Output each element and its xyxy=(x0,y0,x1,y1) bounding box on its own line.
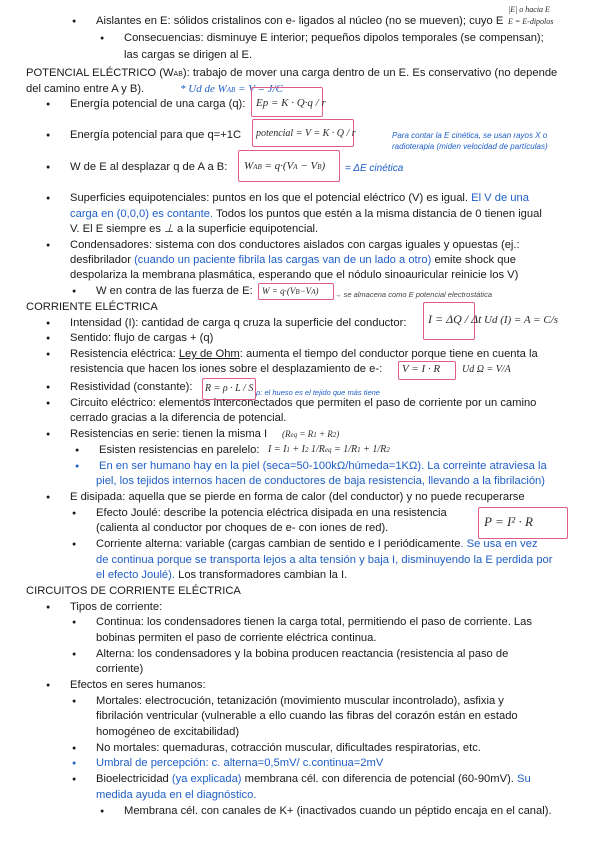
alterna-line-1: ● Alterna: los condensadores y la bobina producen reactancia (resistencia al paso de xyxy=(96,647,508,663)
energia-potencial-line: ● Energía potencial de una carga (q): xyxy=(70,97,245,113)
efectos-line: ● Efectos en seres humanos: xyxy=(70,678,206,694)
resistencia-line-1: ● Resistencia eléctrica: Ley de Ohm: aumenta el tiempo del conductor porque tiene en cuenta la xyxy=(70,347,538,363)
resistencias-serie-line: ● Resistencias en serie: tienen la misma I xyxy=(70,427,267,443)
tipos-corriente-line: ● Tipos de corriente: xyxy=(70,600,162,616)
resistencias-paralelo-line: ● Esisten resistencias en parelelo: xyxy=(99,443,259,459)
handwritten-note-almacena: → se almacena como E potencial electrostática xyxy=(334,290,492,299)
condensadores-line-3: despolariza la membrana plasmática, esperando que el nódulo sinoauricular reinicie los V) xyxy=(70,269,519,281)
condensadores-line-1: ● Condensadores: sistema con dos conductores aislados con cargas iguales y opuestas (ej.: xyxy=(70,238,520,254)
bioelectricidad-line-2: medida ayuda en el diagnóstico. xyxy=(96,789,257,801)
w-desplazar-line: ● W de E al desplazar q de A a B: xyxy=(70,160,227,176)
alterna-line-2: corriente) xyxy=(96,663,144,675)
resistividad-line: ● Resistividad (constante): xyxy=(70,380,193,396)
bioelectricidad-line-1: ● Bioelectricidad (ya explicada) membrana cél. con diferencia de potencial (60-90mV). Su xyxy=(96,772,531,788)
handwritten-units-ohm: Ud Ω = V/A xyxy=(462,364,511,375)
handwritten-formula-joule: P = I² · R xyxy=(484,514,533,529)
handwritten-formula-intensidad: I = ΔQ / Δt xyxy=(428,312,482,326)
handwritten-formula-w-contra: W = q·(VB−VA) xyxy=(262,286,319,296)
circuitos-heading: CIRCUITOS DE CORRIENTE ELÉCTRICA xyxy=(26,585,241,597)
handwritten-formula-w: WAB = q·(VA − VB) xyxy=(244,160,326,172)
equipotenciales-line-1: ● Superficies equipotenciales: puntos en los que el potencial eléctrico (V) es igual. El V de una xyxy=(70,191,529,207)
mortales-line-3: homogéneo de excitabilidad) xyxy=(96,726,240,738)
potencial-electrico-heading: POTENCIAL ELÉCTRICO (WAB): trabajo de mover una carga dentro de un E. Es conservativo (no depende xyxy=(26,67,558,79)
corriente-alterna-line-1: ● Corriente alterna: variable (cargas cambian de sentido e I periódicamente. Se usa en vez xyxy=(96,537,538,553)
sentido-line: ● Sentido: flujo de cargas + (q) xyxy=(70,331,213,347)
blue-note-hueso: ρ: el hueso es el tejido que más tiene xyxy=(256,388,380,397)
consecuencias-line: ● Consecuencias: disminuye E interior; pequeños dipolos temporales (se compensan); xyxy=(124,31,544,47)
continua-line-2: bobinas permiten el paso de corriente eléctrica continua. xyxy=(96,632,377,644)
piel-humano-line-2: piel, los tejidos internos hacen de conductores de baja resistencia, llevando a la fibrilación) xyxy=(96,475,546,487)
corriente-alterna-line-3: el efecto Joulé). Los transformadores cambian la I. xyxy=(96,569,348,581)
e-disipada-line: ● E disipada: aquella que se pierde en forma de calor (del conductor) y no puede recuperarse xyxy=(70,490,525,506)
equipotenciales-line-2: carga en (0,0,0) es contante. Todos los puntos que estén a la misma distancia de 0 tienen igual xyxy=(70,208,542,220)
circuito-line-2: cerrado gracias a la diferencia de potencial. xyxy=(70,412,287,424)
blue-note-delta-e: = ΔE cinética xyxy=(345,163,404,174)
corriente-electrica-heading: CORRIENTE ELÉCTRICA xyxy=(26,301,158,313)
efecto-joule-line-2: (calienta al conductor por choques de e- con iones de red). xyxy=(96,522,389,534)
aislantes-line: ● Aislantes en E: sólidos cristalinos con e- ligados al núcleo (no se mueven); cuyo E xyxy=(96,14,503,30)
potencial-line-2: del camino entre A y B). xyxy=(26,83,145,95)
handwritten-note-top1: |E| o hacia E xyxy=(508,5,550,14)
membrana-line: ● Membrana cél. con canales de K+ (inactivados cuando un péptido encaja en el canal). xyxy=(124,804,552,820)
consecuencias-line-2: las cargas se dirigen al E. xyxy=(124,49,253,61)
condensadores-line-2: desfibrilador (cuando un paciente fibrila las cargas van de un lado a otro) emite shock que xyxy=(70,254,516,266)
circuito-line-1: ● Circuito eléctrico: elementos interconectados que permiten el paso de corriente por un camino xyxy=(70,396,536,412)
mortales-line-1: ● Mortales: electrocución, tetanización (movimiento muscular incontrolado), asfixia y xyxy=(96,694,504,710)
w-contra-line: ● W en contra de las fuerza de E: xyxy=(96,284,253,300)
umbral-line: ● Umbral de percepción: c. alterna=0,5mV/ c.continua=2mV xyxy=(96,756,383,772)
handwritten-formula-potencial: potencial = V = K · Q / r xyxy=(256,128,356,139)
blue-note-cinetica-1: Para contar la E cinética, se usan rayos X o xyxy=(392,131,548,140)
intensidad-line: ● Intensidad (I): cantidad de carga q cruza la superficie del conductor: xyxy=(70,316,406,332)
continua-line-1: ● Continua: los condensadores tienen la carga total, permitiendo el paso de corriente. Las xyxy=(96,615,532,631)
handwritten-units-note: * Ud de WAB = V = J/C xyxy=(180,83,283,95)
no-mortales-line: ● No mortales: quemaduras, cotracción muscular, dificultades respiratorias, etc. xyxy=(96,741,481,757)
handwritten-formula-ep: Ep = K · Q·q / r xyxy=(256,97,326,109)
handwritten-units-intensidad: Ud (I) = A = C/s xyxy=(484,314,559,326)
handwritten-formula-serie: (Req = R1 + R2) xyxy=(282,429,340,439)
blue-note-cinetica-2: radioterapia (miden velocidad de partículas) xyxy=(392,142,548,151)
piel-humano-line-1: ● En en ser humano hay en la piel (seca=50-100kΩ/húmeda=1KΩ). La correinte atraviesa la xyxy=(99,459,547,475)
resistencia-line-2: resistencia que hacen los iones sobre el desplazamiento de e-: xyxy=(70,363,383,375)
handwritten-formula-paralelo: I = I1 + I2 1/Req = 1/R1 + 1/R2 xyxy=(268,444,390,455)
corriente-alterna-line-2: de continua porque se transporta lejos a alta tensión y baja I, disminuyendo la E perdida por xyxy=(96,554,553,566)
handwritten-formula-ohm: V = I · R xyxy=(402,363,441,375)
handwritten-note-top2: E = E-dipolos xyxy=(508,17,554,26)
mortales-line-2: fibrilación ventricular (vulnerable a ello cuando las fibras del corazón están en estado xyxy=(96,710,518,722)
handwritten-formula-resistividad: R = ρ · L / S xyxy=(205,383,254,394)
energia-1c-line: ● Energía potencial para que q=+1C xyxy=(70,128,241,144)
efecto-joule-line-1: ● Efecto Joulé: describe la potencia eléctrica disipada en una resistencia xyxy=(96,506,447,522)
equipotenciales-line-3: V. El E siempre es ⊥ a la superficie equipotencial. xyxy=(70,223,319,235)
